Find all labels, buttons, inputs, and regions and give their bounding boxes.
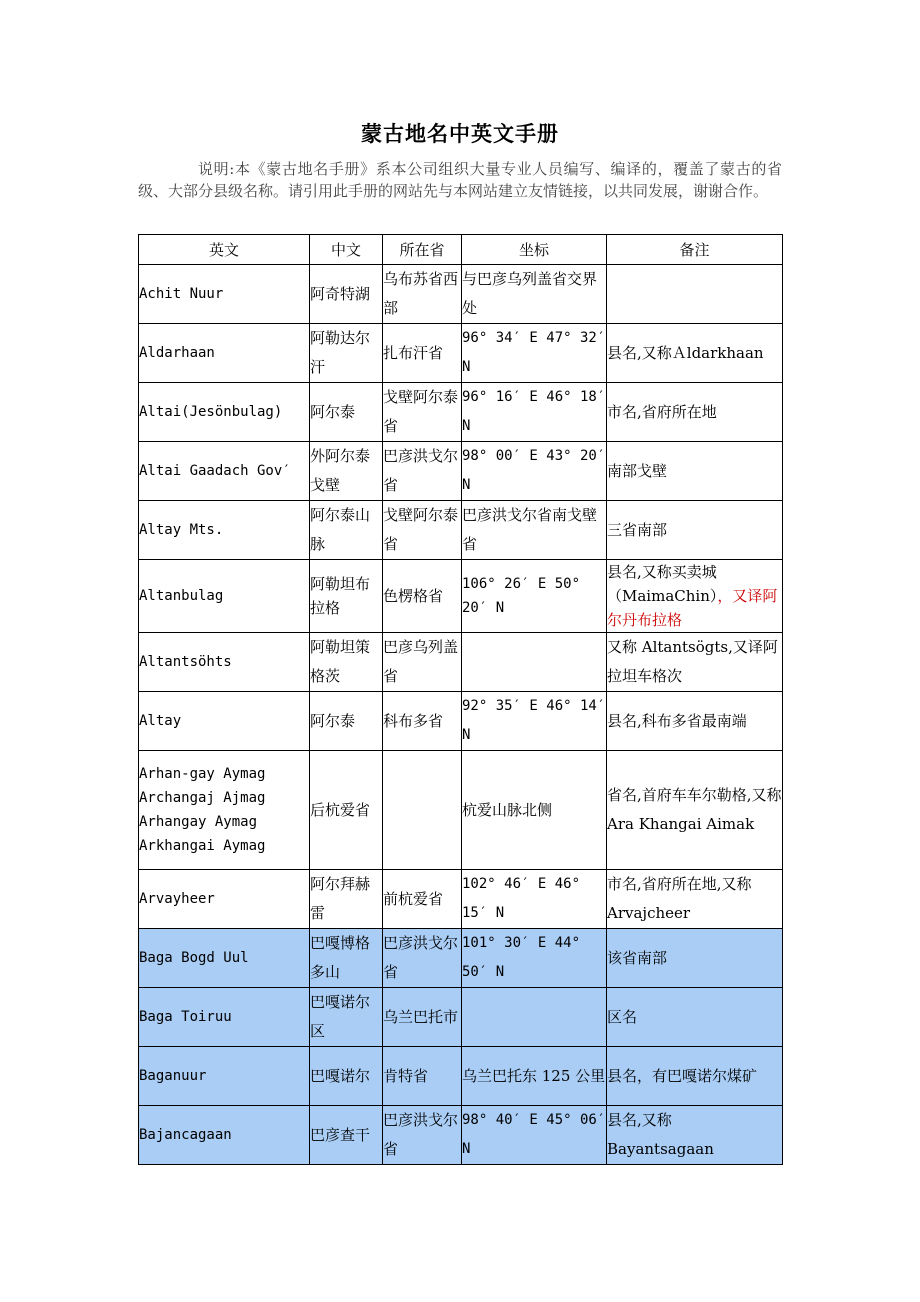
cell-province: 乌布苏省西部 [383, 265, 462, 324]
cell-english: Altay Mts. [139, 501, 310, 560]
cell-chinese: 巴彦查干 [310, 1106, 383, 1165]
note-text-red: ，又译阿尔丹布拉格 [607, 587, 778, 629]
table-row [139, 383, 783, 442]
cell-chinese: 巴嘎诺尔区 [310, 988, 383, 1047]
cell-province: 巴彦洪戈尔省 [383, 442, 462, 501]
cell-province: 戈壁阿尔泰省 [383, 383, 462, 442]
place-name-table [138, 234, 783, 1165]
cell-coordinates: 98° 40′ E 45° 06′ N [462, 1106, 607, 1165]
cell-province: 肯特省 [383, 1047, 462, 1106]
cell-notes: 省名,首府车车尔勒格,又称 Ara Khangai Aimak [607, 751, 783, 870]
cell-chinese: 阿勒坦布拉格 [310, 560, 383, 633]
table-row-highlighted [139, 929, 783, 988]
header-province: 所在省 [383, 235, 462, 265]
cell-english: Altantsöhts [139, 633, 310, 692]
cell-english: Altai Gaadach Gov′ [139, 442, 310, 501]
table-row-highlighted [139, 1106, 783, 1165]
cell-coordinates: 杭爱山脉北侧 [462, 751, 607, 870]
table-row [139, 560, 783, 633]
table-row [139, 751, 783, 870]
cell-english: Arhan-gay Aymag Archangaj Ajmag Arhangay Aymag Arkhangai Aymag [139, 751, 310, 870]
cell-chinese: 巴嘎诺尔 [310, 1047, 383, 1106]
cell-coordinates: 与巴彦乌列盖省交界处 [462, 265, 607, 324]
cell-notes: 又称 Altantsögts,又译阿拉坦车格次 [607, 633, 783, 692]
table-row [139, 633, 783, 692]
cell-province: 戈壁阿尔泰省 [383, 501, 462, 560]
header-chinese: 中文 [310, 235, 383, 265]
table-row [139, 324, 783, 383]
cell-coordinates: 96° 34′ E 47° 32′ N [462, 324, 607, 383]
cell-english: Altanbulag [139, 560, 310, 633]
cell-english: Arvayheer [139, 870, 310, 929]
cell-english: Altay [139, 692, 310, 751]
page-title: 蒙古地名中英文手册 [361, 122, 559, 146]
cell-coordinates: 102° 46′ E 46° 15′ N [462, 870, 607, 929]
cell-province: 巴彦洪戈尔省 [383, 929, 462, 988]
cell-notes: 市名,省府所在地 [607, 383, 783, 442]
table-row [139, 692, 783, 751]
cell-notes: 该省南部 [607, 929, 783, 988]
cell-province: 前杭爱省 [383, 870, 462, 929]
cell-notes: 区名 [607, 988, 783, 1047]
cell-notes: 县名，有巴嘎诺尔煤矿 [607, 1047, 783, 1106]
cell-chinese: 阿奇特湖 [310, 265, 383, 324]
header-notes: 备注 [607, 235, 783, 265]
cell-chinese: 巴嘎博格多山 [310, 929, 383, 988]
cell-province: 色楞格省 [383, 560, 462, 633]
intro-paragraph: 说明:本《蒙古地名手册》系本公司组织大量专业人员编写、编译的，覆盖了蒙古的省级、大部分县级名称。请引用此手册的网站先与本网站建立友情链接，以共同发展，谢谢合作。 [138, 160, 782, 200]
cell-english: Altai(Jesönbulag) [139, 383, 310, 442]
cell-coordinates [462, 633, 607, 692]
cell-coordinates: 96° 16′ E 46° 18′ N [462, 383, 607, 442]
cell-province [383, 751, 462, 870]
table-row [139, 265, 783, 324]
cell-chinese: 后杭爱省 [310, 751, 383, 870]
cell-english: Baga Toiruu [139, 988, 310, 1047]
cell-coordinates: 106° 26′ E 50° 20′ N [462, 560, 607, 633]
cell-coordinates: 98° 00′ E 43° 20′ N [462, 442, 607, 501]
cell-notes: 县名,科布多省最南端 [607, 692, 783, 751]
cell-coordinates [462, 988, 607, 1047]
header-coordinates: 坐标 [462, 235, 607, 265]
table-row-highlighted [139, 988, 783, 1047]
cell-province: 乌兰巴托市 [383, 988, 462, 1047]
cell-notes: 县名,又称 Bayantsagaan [607, 1106, 783, 1165]
cell-province: 巴彦乌列盖省 [383, 633, 462, 692]
cell-notes [607, 560, 783, 633]
cell-english: Baga Bogd Uul [139, 929, 310, 988]
header-english: 英文 [139, 235, 310, 265]
cell-coordinates: 92° 35′ E 46° 14′ N [462, 692, 607, 751]
table-row [139, 870, 783, 929]
cell-notes: 县名,又称Ａldarkhaan [607, 324, 783, 383]
cell-province: 巴彦洪戈尔省 [383, 1106, 462, 1165]
cell-notes: 三省南部 [607, 501, 783, 560]
cell-chinese: 阿勒达尔汗 [310, 324, 383, 383]
cell-chinese: 阿尔泰山脉 [310, 501, 383, 560]
cell-chinese: 阿勒坦策格茨 [310, 633, 383, 692]
cell-notes: 市名,省府所在地,又称 Arvajcheer [607, 870, 783, 929]
cell-coordinates: 巴彦洪戈尔省南戈壁省 [462, 501, 607, 560]
cell-english: Achit Nuur [139, 265, 310, 324]
cell-notes: 南部戈壁 [607, 442, 783, 501]
cell-coordinates: 乌兰巴托东 125 公里 [462, 1047, 607, 1106]
cell-coordinates: 101° 30′ E 44° 50′ N [462, 929, 607, 988]
table-header-row [139, 235, 783, 265]
cell-chinese: 外阿尔泰戈壁 [310, 442, 383, 501]
cell-english: Aldarhaan [139, 324, 310, 383]
cell-province: 扎布汗省 [383, 324, 462, 383]
cell-english: Baganuur [139, 1047, 310, 1106]
cell-chinese: 阿尔泰 [310, 692, 383, 751]
table-row-highlighted [139, 1047, 783, 1106]
cell-notes [607, 265, 783, 324]
note-text: 县名,又称买卖城（MaimaChin） [607, 563, 718, 605]
cell-chinese: 阿尔拜赫雷 [310, 870, 383, 929]
cell-english: Bajancagaan [139, 1106, 310, 1165]
cell-province: 科布多省 [383, 692, 462, 751]
table-row [139, 501, 783, 560]
cell-chinese: 阿尔泰 [310, 383, 383, 442]
table-row [139, 442, 783, 501]
